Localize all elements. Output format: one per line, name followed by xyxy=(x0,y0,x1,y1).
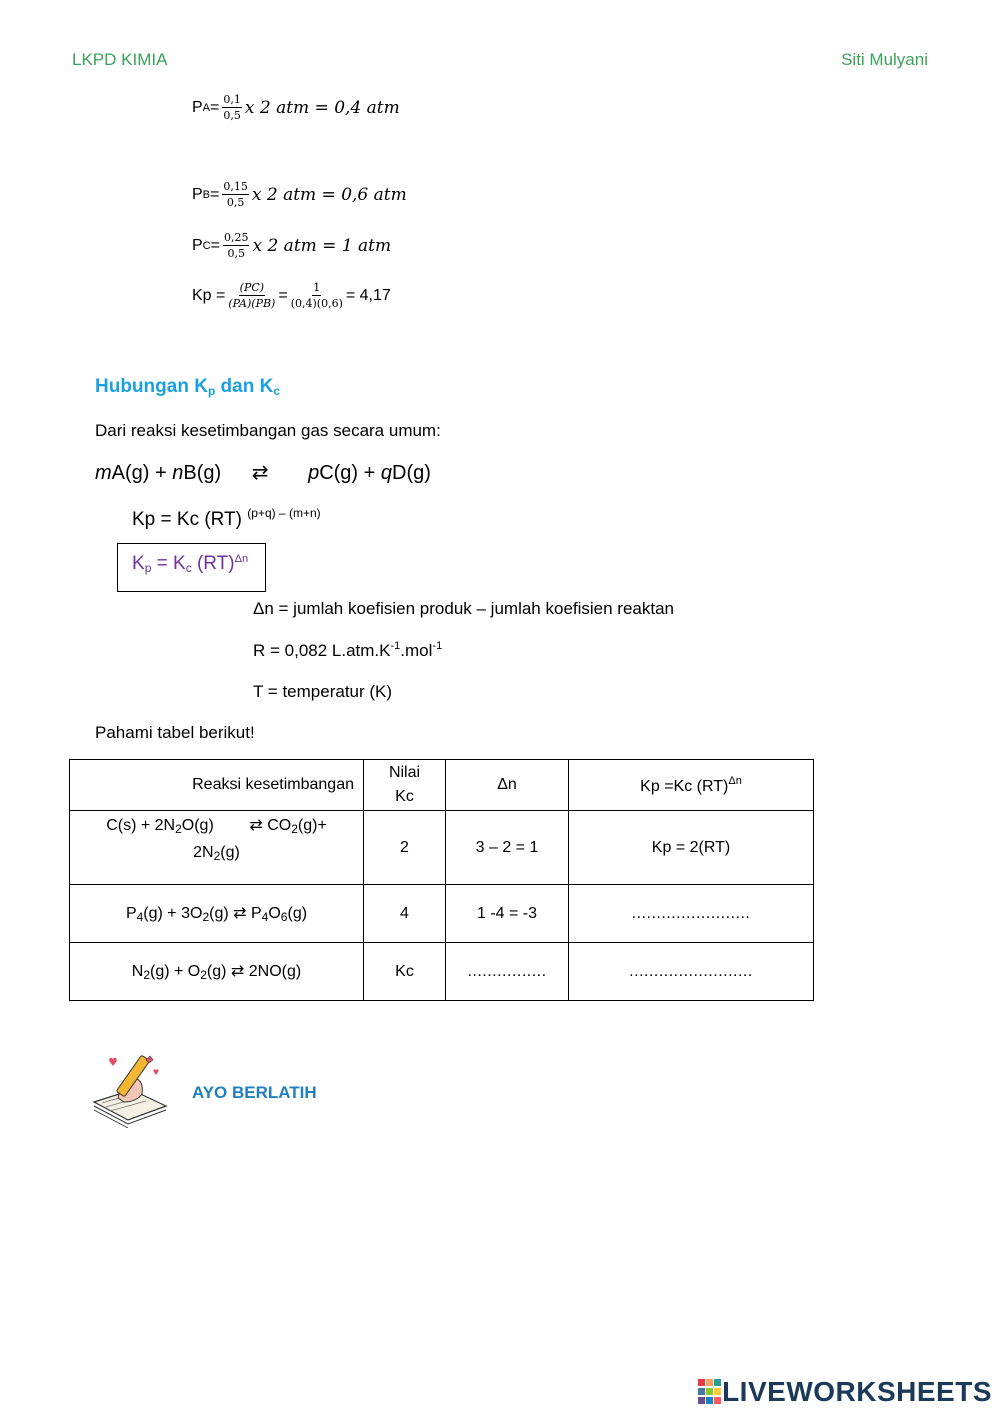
formula-box: Kp = Kc (RT)$^{\Delta n}$ xyxy=(117,543,266,592)
section-title: Hubungan Kp dan Kc xyxy=(95,376,281,398)
table-row xyxy=(70,943,814,1001)
calc-pb: P B = $\frac{0,15}{0,5}$ x 2 atm = 0,6 atm xyxy=(192,180,407,209)
kp-general: Kp = Kc (RT) $^{(p+q) - (m+n)}$ xyxy=(132,506,321,530)
cell-kp: Kp = 2(RT) xyxy=(569,811,814,885)
header-right: Siti Mulyani xyxy=(841,50,928,69)
header-delta-n: Δn xyxy=(446,760,569,811)
intro-text: Dari reaksi kesetimbangan gas secara umum: xyxy=(95,421,441,440)
calc-pa: P A = $\frac{0,1}{0,5}$ x 2 atm = 0,4 atm xyxy=(192,93,400,122)
table-row xyxy=(70,885,814,943)
liveworksheets-icon xyxy=(698,1379,722,1405)
table-row xyxy=(70,811,814,885)
cell-kc: 4 xyxy=(364,885,446,943)
fraction: $\frac{0,25}{0,5}$ xyxy=(223,231,249,260)
practice-title: AYO BERLATIH xyxy=(192,1083,317,1102)
liveworksheets-text: LIVEWORKSHEETS xyxy=(722,1376,992,1407)
def-t: T = temperatur (K) xyxy=(253,682,393,701)
table-intro: Pahami tabel berikut! xyxy=(95,723,255,742)
cell-delta-n: 1 -4 = -3 xyxy=(446,885,569,943)
cell-reaction: N2(g) + O2(g) ⇄ 2NO(g) xyxy=(70,943,364,1001)
fraction: $\frac{(PC)}{(PA)(PB)}$ xyxy=(228,281,276,310)
cell-delta-n-blank[interactable]: ................ xyxy=(446,943,569,1001)
liveworksheets-logo xyxy=(698,1376,992,1408)
def-delta-n: Δn = jumlah koefisien produk – jumlah koefisien reaktan xyxy=(253,599,675,618)
equilibrium-table xyxy=(69,759,814,1001)
pencil-writing-icon xyxy=(88,1050,170,1128)
cell-kp-blank[interactable]: ......................... xyxy=(569,943,814,1001)
calc-kp: Kp = $\frac{(PC)}{(PA)(PB)}$ = $\frac{1}{(0,4)(0,6)}$ = 4,17 xyxy=(192,281,391,310)
fraction: $\frac{0,1}{0,5}$ xyxy=(223,93,241,122)
fraction: $\frac{1}{(0,4)(0,6)}$ xyxy=(290,281,343,310)
equilibrium-arrow: ⇄ xyxy=(251,462,269,484)
fraction: $\frac{0,15}{0,5}$ xyxy=(223,180,248,209)
cell-kp-blank[interactable]: ........................ xyxy=(569,885,814,943)
header-reaction: Reaksi kesetimbangan xyxy=(70,760,364,811)
header-kc: Nilai Kc xyxy=(364,760,446,811)
cell-delta-n: 3 – 2 = 1 xyxy=(446,811,569,885)
cell-reaction: C(s) + 2N2O(g) ⇄ CO2(g)+ 2N2(g) xyxy=(70,811,364,885)
header-left: LKPD KIMIA xyxy=(72,50,168,69)
general-reaction: mA(g) + nB(g) ⇄ pC(g) + qD(g) xyxy=(95,462,431,484)
cell-kc: 2 xyxy=(364,811,446,885)
calc-pc: P C = $\frac{0,25}{0,5}$ x 2 atm = 1 atm xyxy=(192,231,392,260)
def-r: R = 0,082 $L.atm.K^{-1}.mol^{-1}$ xyxy=(253,640,443,660)
cell-kc: Kc xyxy=(364,943,446,1001)
cell-reaction: P4(g) + 3O2(g) ⇄ P4O6(g) xyxy=(70,885,364,943)
header-kp: Kp =Kc (RT)$^{\Delta n}$ xyxy=(569,760,814,811)
table-header-row xyxy=(70,760,814,811)
